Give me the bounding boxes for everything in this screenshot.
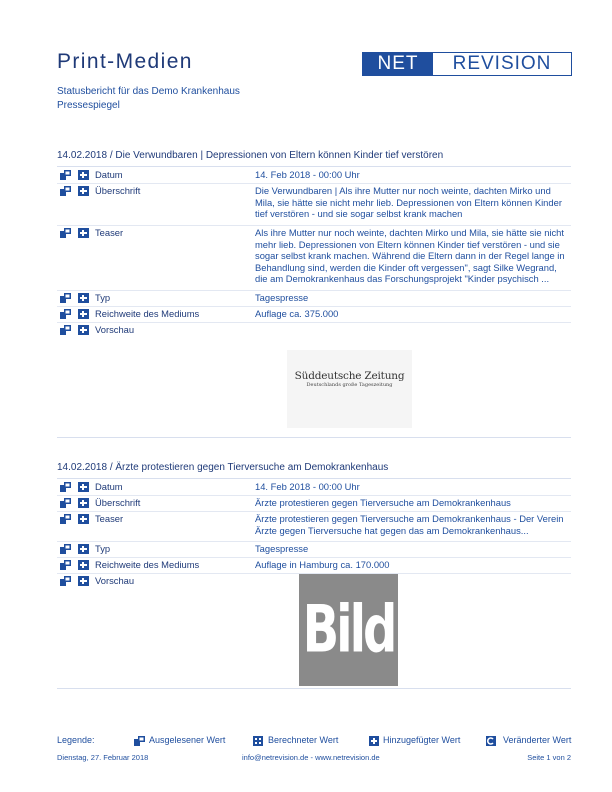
add-icon [78, 186, 89, 196]
field-label: Teaser [95, 227, 124, 238]
row-reichweite [57, 307, 571, 323]
field-label: Reichweite des Mediums [95, 308, 200, 319]
report-subtitle: Statusbericht für das Demo Krankenhaus [57, 86, 240, 97]
field-label: Datum [95, 481, 123, 492]
read-value-icon [60, 576, 71, 586]
legend-changed: Veränderter Wert [503, 735, 572, 745]
article-heading: 14.02.2018 / Die Verwundbaren | Depressionen von Eltern können Kinder tief verstören [57, 150, 571, 167]
field-value: Als ihre Mutter nur noch weinte, dachten Mirko und Mila, sie hätte sie nicht mehr lieb. Depressionen von Eltern können Kinder tief verstören - und sie sogar selbst krank machen. Während die Eltern dann in der Regel lange in Behandlung sind, werden die Kinder oft vergessen", sagt Silke Wegrand, die am Demokrankenhaus das Forschungsprojekt "Kinder psychisch ... [255, 227, 565, 284]
add-icon [78, 170, 89, 180]
read-value-icon [134, 736, 145, 746]
field-label: Teaser [95, 513, 124, 524]
row-typ [57, 291, 571, 307]
field-label: Vorschau [95, 324, 135, 335]
row-typ [57, 542, 571, 558]
field-label: Überschrift [95, 185, 141, 196]
read-value-icon [60, 293, 71, 303]
read-value-icon [60, 544, 71, 554]
field-value: Ärzte protestieren gegen Tierversuche am Demokrankenhaus - Der Verein Ärzte gegen Tierversuche hat gegen das am Demokrankenhaus... [255, 513, 564, 536]
field-value: Tagespresse [255, 543, 309, 554]
field-label: Datum [95, 169, 123, 180]
field-value: Tagespresse [255, 292, 309, 303]
row-ueberschrift [57, 184, 571, 226]
calculator-icon [253, 736, 263, 746]
footer-page-number: Seite 1 von 2 [527, 753, 571, 762]
page-title: Print-Medien [57, 50, 193, 73]
add-icon [78, 498, 89, 508]
logo-net: NET [363, 53, 433, 75]
field-label: Typ [95, 543, 111, 554]
article-heading: 14.02.2018 / Ärzte protestieren gegen Tierversuche am Demokrankenhaus [57, 462, 571, 479]
field-value: Die Verwundbaren | Als ihre Mutter nur noch weinte, dachten Mirko und Mila, sie hätte sie nicht mehr lieb. Depressionen von Eltern können Kinder tief verstören - und sie sogar selbst krank machen [255, 185, 562, 219]
field-value: Auflage ca. 375.000 [255, 308, 339, 319]
add-icon [78, 228, 89, 238]
field-label: Überschrift [95, 497, 141, 508]
field-label: Vorschau [95, 575, 135, 586]
bild-logo-text: Bild [302, 592, 395, 668]
field-value: Ärzte protestieren gegen Tierversuche am Demokrankenhaus [255, 497, 511, 508]
article-divider [57, 688, 571, 689]
add-icon [78, 293, 89, 303]
add-icon [78, 576, 89, 586]
read-value-icon [60, 325, 71, 335]
read-value-icon [60, 482, 71, 492]
footer-date: Dienstag, 27. Februar 2018 [57, 753, 149, 762]
article-1 [57, 150, 571, 335]
add-icon [78, 325, 89, 335]
read-value-icon [60, 186, 71, 196]
field-value: 14. Feb 2018 - 00:00 Uhr [255, 169, 360, 180]
newspaper-tagline: Deutschlands große Tageszeitung [306, 382, 393, 388]
legend-calc: Berechneter Wert [268, 735, 339, 745]
read-value-icon [60, 309, 71, 319]
row-vorschau [57, 323, 571, 338]
netrevision-logo [362, 52, 572, 76]
bild-preview-image [299, 574, 398, 686]
field-label: Typ [95, 292, 111, 303]
read-value-icon [60, 498, 71, 508]
sueddeutsche-preview-image [287, 350, 412, 428]
field-value: 14. Feb 2018 - 00:00 Uhr [255, 481, 360, 492]
report-section: Pressespiegel [57, 100, 120, 111]
footer-contact: info@netrevision.de - www.netrevision.de [242, 753, 380, 762]
add-icon [78, 560, 89, 570]
row-datum [57, 480, 571, 496]
legend-read: Ausgelesener Wert [149, 735, 226, 745]
add-icon [369, 736, 379, 746]
add-icon [78, 514, 89, 524]
legend-title: Legende: [57, 735, 95, 745]
field-value: Auflage in Hamburg ca. 170.000 [255, 559, 390, 570]
changed-value-icon [486, 736, 496, 746]
legend-added: Hinzugefügter Wert [383, 735, 461, 745]
article-2 [57, 462, 571, 586]
row-ueberschrift [57, 496, 571, 512]
newspaper-name: Süddeutsche Zeitung [294, 370, 405, 382]
row-reichweite [57, 558, 571, 574]
add-icon [78, 309, 89, 319]
row-datum [57, 168, 571, 184]
row-teaser [57, 512, 571, 542]
read-value-icon [60, 228, 71, 238]
logo-revision: REVISION [452, 53, 552, 74]
read-value-icon [60, 514, 71, 524]
row-teaser [57, 226, 571, 291]
field-label: Reichweite des Mediums [95, 559, 200, 570]
read-value-icon [60, 560, 71, 570]
add-icon [78, 482, 89, 492]
add-icon [78, 544, 89, 554]
article-divider [57, 437, 571, 438]
read-value-icon [60, 170, 71, 180]
